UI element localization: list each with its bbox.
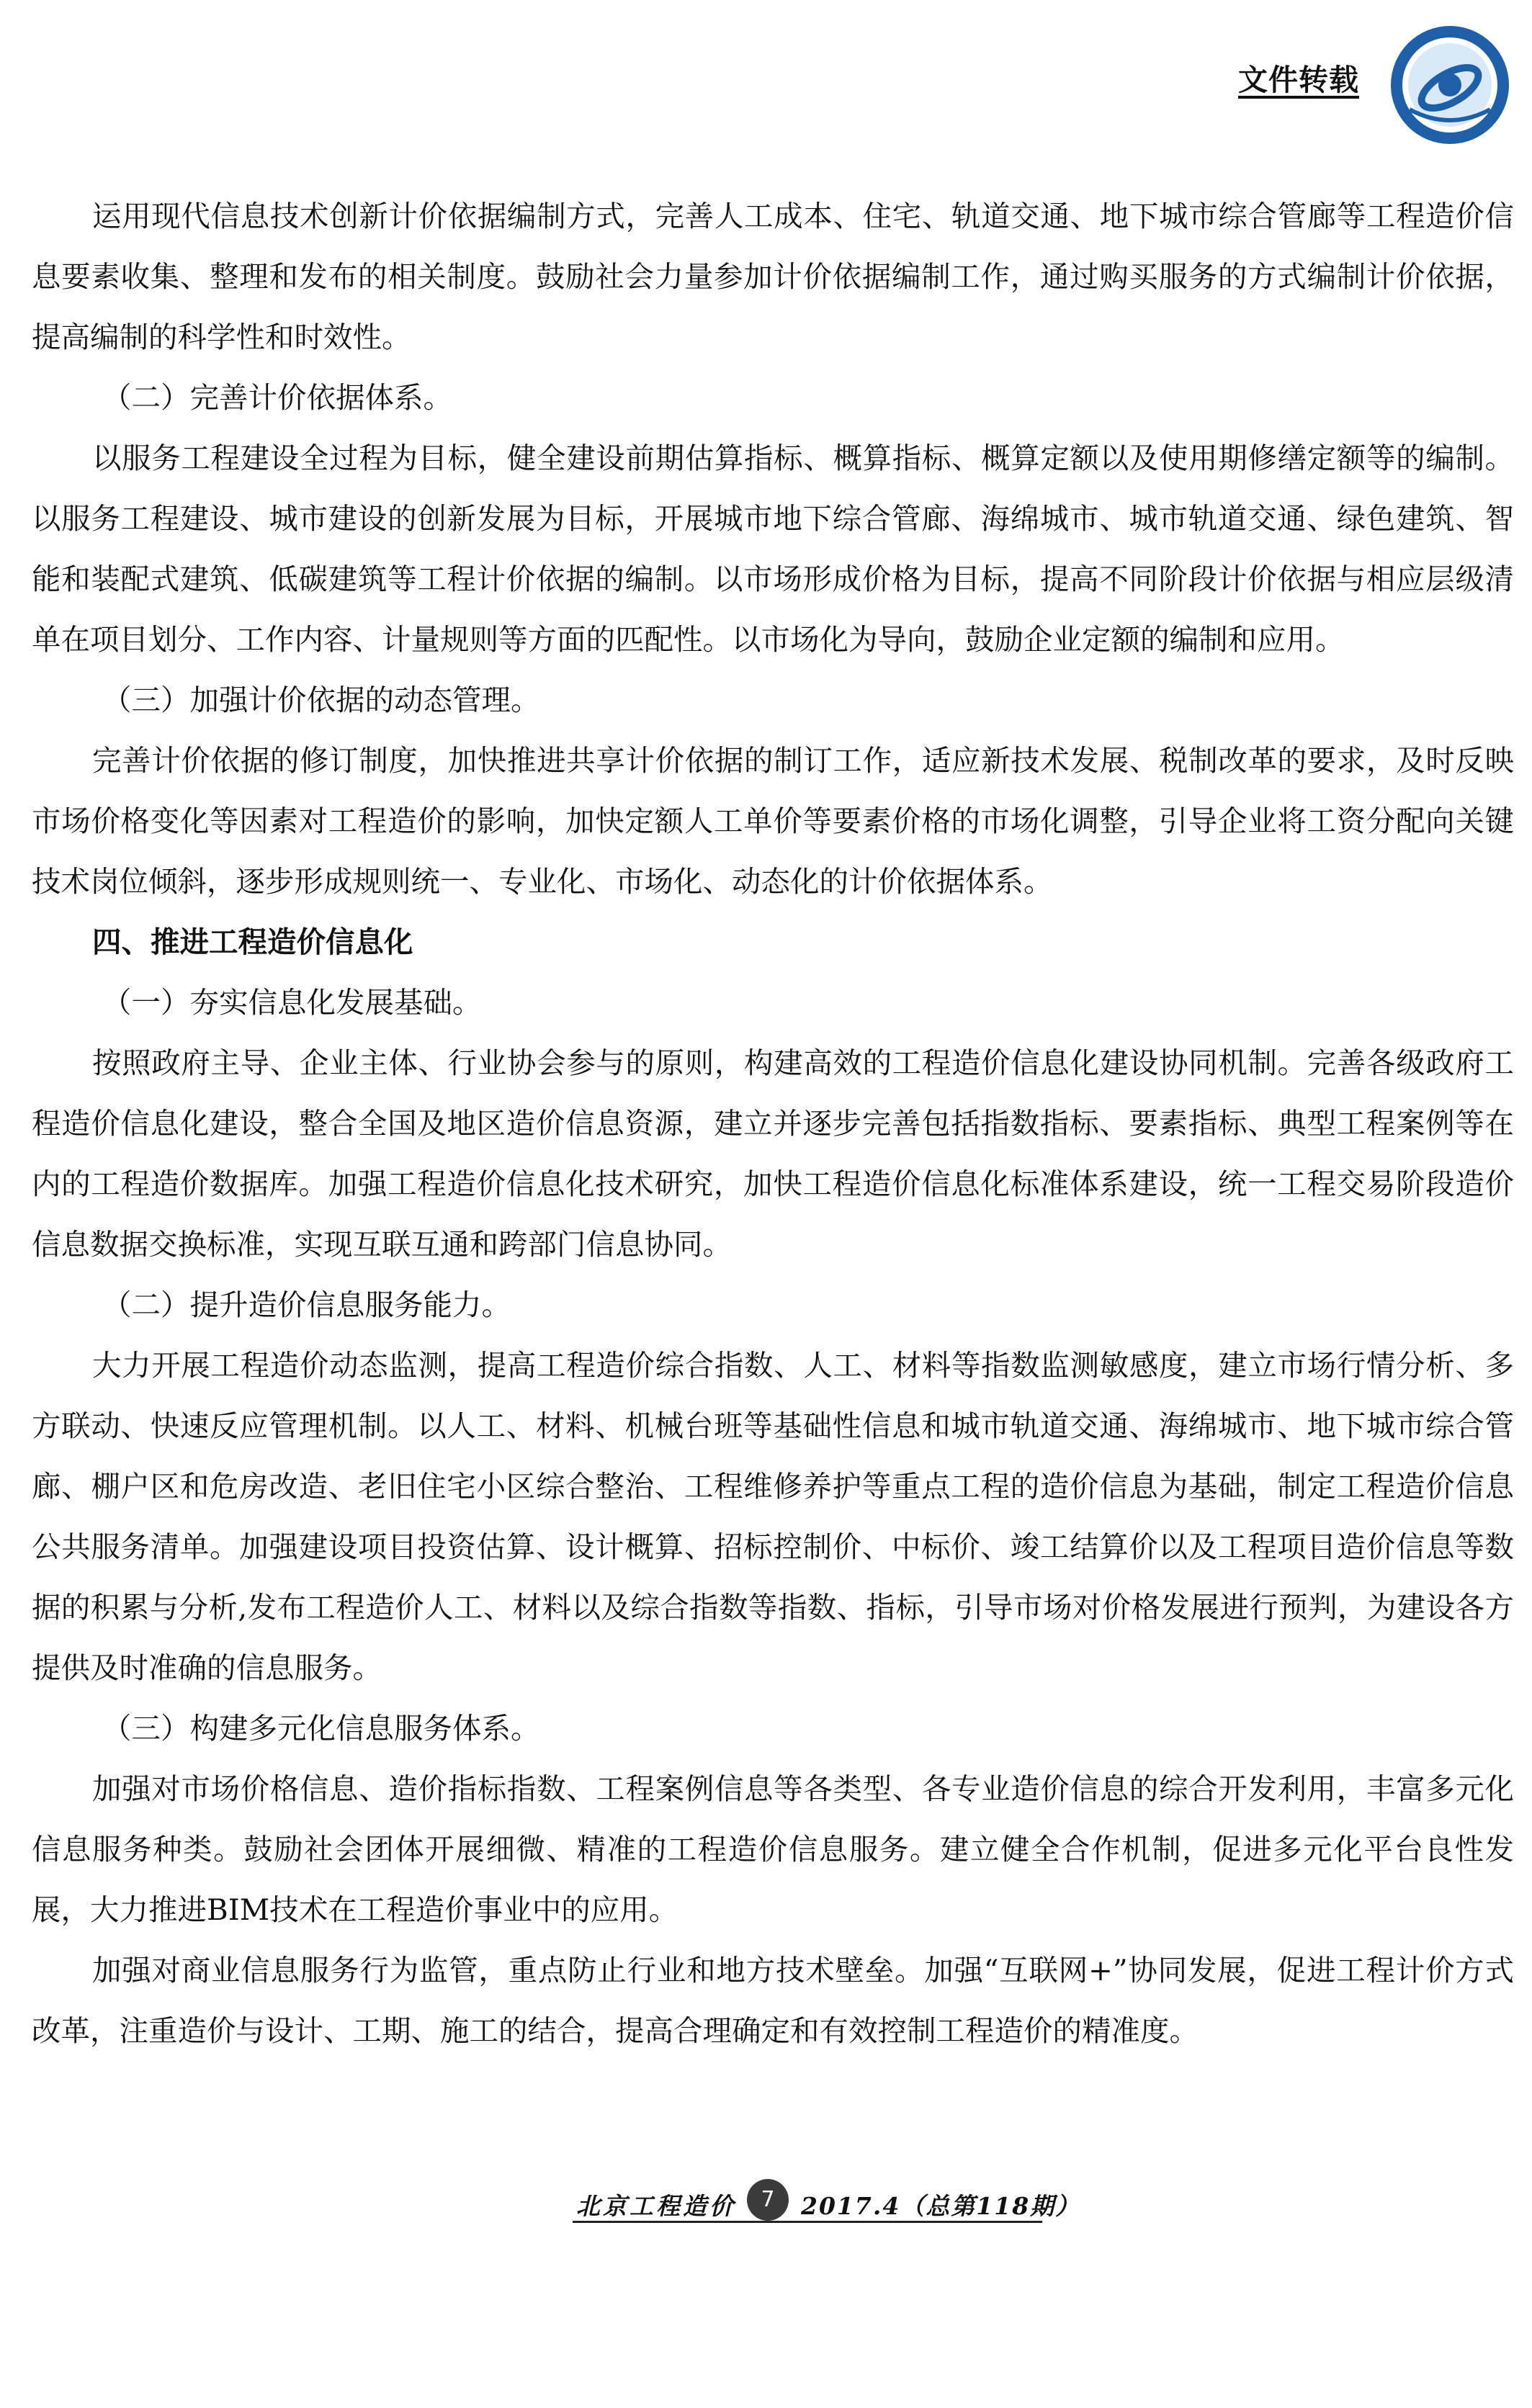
- body-paragraph: 按照政府主导、企业主体、行业协会参与的原则，构建高效的工程造价信息化建设协同机制。完善各级政府工程造价信息化建设，整合全国及地区造价信息资源，建立并逐步完善包括指数指标、要素指标、典型工程案例等在内的工程造价数据库。加强工程造价信息化技术研究，加快工程造价信息化标准体系建设，统一工程交易阶段造价信息数据交换标准，实现互联互通和跨部门信息协同。: [32, 1046, 1514, 1262]
- section-title: 文件转载: [1238, 63, 1359, 97]
- page-footer: [0, 2175, 1532, 2232]
- subsection-heading: （三）加强计价依据的动态管理。: [102, 683, 540, 717]
- section-heading: 四、推进工程造价信息化: [92, 925, 413, 959]
- journal-name: 北京工程造价: [576, 2192, 736, 2220]
- subsection-heading: （一）夯实信息化发展基础。: [102, 985, 482, 1020]
- body-paragraph: 大力开展工程造价动态监测，提高工程造价综合指数、人工、材料等指数监测敏感度，建立市场行情分析、多方联动、快速反应管理机制。以人工、材料、机械台班等基础性信息和城市轨道交通、海绵城市、地下城市综合管廊、棚户区和危房改造、老旧住宅小区综合整治、工程维修养护等重点工程的造价信息为基础，制定工程造价信息公共服务清单。加强建设项目投资估算、设计概算、招标控制价、中标价、竣工结算价以及工程项目造价信息等数据的积累与分析,发布工程造价人工、材料以及综合指数等指数、指标，引导市场对价格发展进行预判，为建设各方提供及时准确的信息服务。: [32, 1348, 1514, 1685]
- body-paragraph: 以服务工程建设全过程为目标，健全建设前期估算指标、概算指标、概算定额以及使用期修缮定额等的编制。以服务工程建设、城市建设的创新发展为目标，开展城市地下综合管廊、海绵城市、城市轨道交通、绿色建筑、智能和装配式建筑、低碳建筑等工程计价依据的编制。以市场形成价格为目标，提高不同阶段计价依据与相应层级清单在项目划分、工作内容、计量规则等方面的匹配性。以市场化为导向，鼓励企业定额的编制和应用。: [32, 441, 1514, 657]
- subsection-heading: （二）完善计价依据体系。: [102, 380, 452, 415]
- subsection-heading: （二）提升造价信息服务能力。: [102, 1288, 511, 1322]
- body-paragraph: 完善计价依据的修订制度，加快推进共享计价依据的制订工作，适应新技术发展、税制改革的要求，及时反映市场价格变化等因素对工程造价的影响，加快定额人工单价等要素价格的市场化调整，引导企业将工资分配向关键技术岗位倾斜，逐步形成规则统一、专业化、市场化、动态化的计价依据体系。: [32, 743, 1514, 899]
- issue-label: 2017.4（总第118期）: [801, 2192, 1081, 2220]
- footer-underline: [573, 2221, 1042, 2223]
- body-paragraph: 加强对市场价格信息、造价指标指数、工程案例信息等各类型、各专业造价信息的综合开发利用，丰富多元化信息服务种类。鼓励社会团体开展细微、精准的工程造价信息服务。建立健全合作机制，促进多元化平台良性发展，大力推进BIM技术在工程造价事业中的应用。: [32, 1771, 1514, 1927]
- body-paragraph: 运用现代信息技术创新计价依据编制方式，完善人工成本、住宅、轨道交通、地下城市综合管廊等工程造价信息要素收集、整理和发布的相关制度。鼓励社会力量参加计价依据编制工作，通过购买服务的方式编制计价依据，提高编制的科学性和时效性。: [32, 199, 1514, 354]
- page-number-badge: 7: [747, 2179, 789, 2221]
- article-body: [32, 186, 1514, 2061]
- subsection-heading: （三）构建多元化信息服务体系。: [102, 1711, 540, 1746]
- body-paragraph: 加强对商业信息服务行为监管，重点防止行业和地方技术壁垒。加强“互联网+”协同发展，促进工程计价方式改革，注重造价与设计、工期、施工的结合，提高合理确定和有效控制工程造价的精准度。: [32, 1953, 1514, 2048]
- association-seal-icon: [1388, 23, 1512, 147]
